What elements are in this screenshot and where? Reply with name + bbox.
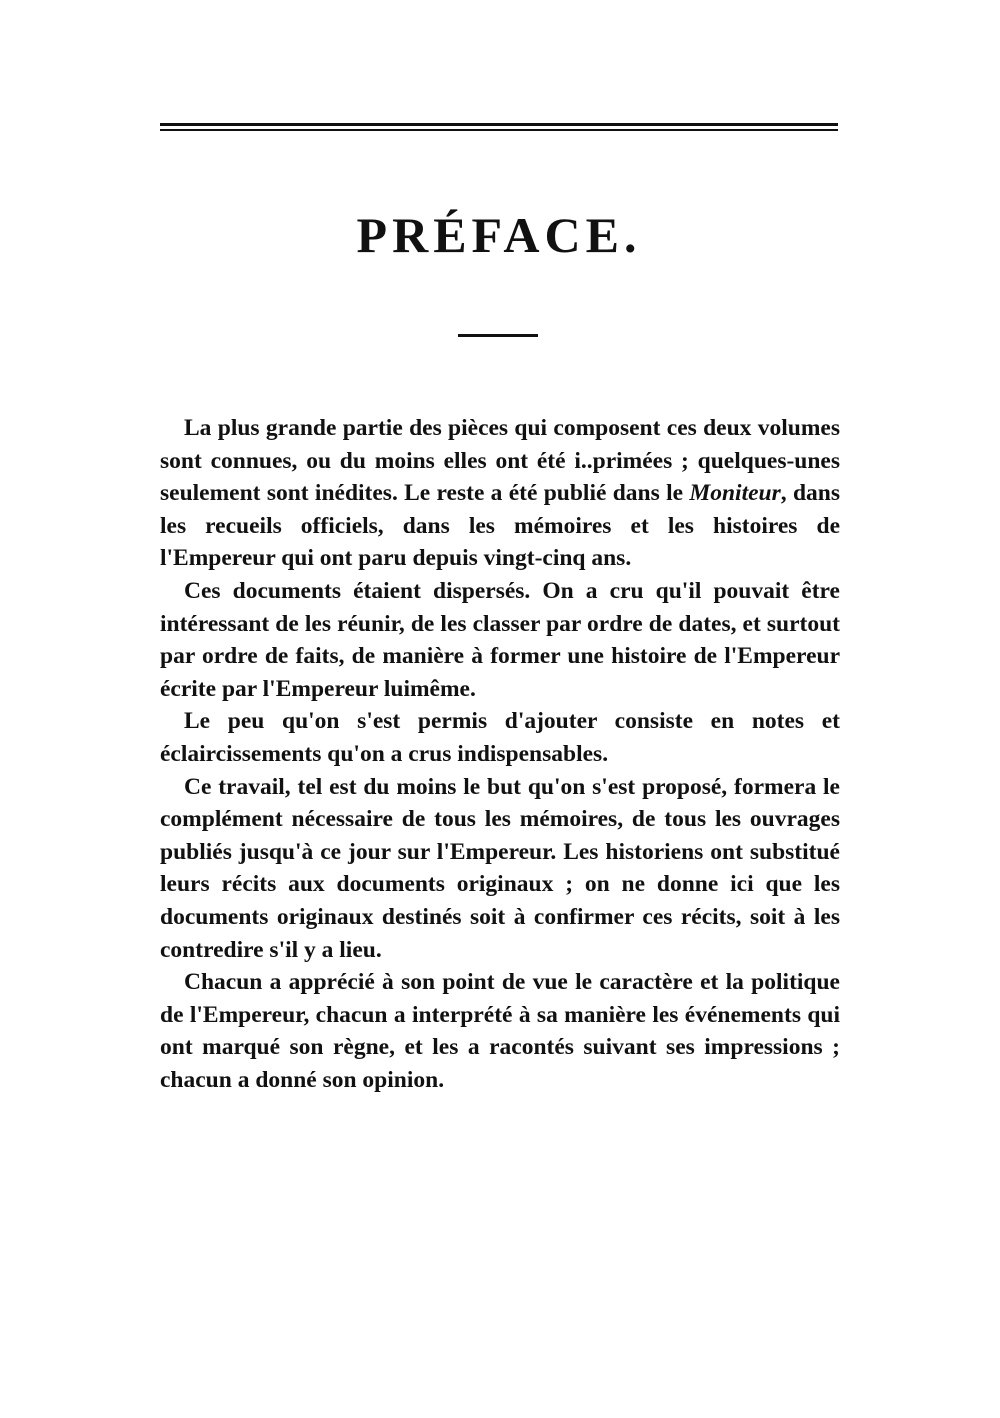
paragraph-1 [160, 412, 840, 575]
page-title: PRÉFACE. [356, 207, 642, 263]
moniteur-italic: Moniteur [689, 480, 781, 507]
preface-body [160, 412, 840, 1096]
top-double-rule [160, 122, 838, 132]
top-rule-thin [160, 129, 838, 131]
paragraph-5: Chacun a apprécié à son point de vue le caractère et la politique de l'Empereur, chacun a interprété à sa manière les événements qui ont marqué son règne, et les a racontés suivant ses impressions ; chacun a donné son opinion. [160, 969, 840, 1093]
paragraph-1-before: La plus grande partie des pièces qui composent ces deux volumes sont connues, ou du moins elles ont été i..primées ; quelques-unes seulement sont inédites. Le reste a été publié dans le [160, 415, 840, 507]
paragraph-4: Ce travail, tel est du moins le but qu'on s'est proposé, formera le complément nécessaire de tous les mémoires, de tous les ouvrages publiés jusqu'à ce jour sur l'Empereur. Les historiens ont substitué leurs récits aux documents originaux ; on ne donne ici que les documents originaux destinés soit à confirmer ces récits, soit à les contredire s'il y a lieu. [160, 773, 840, 963]
paragraph-1-after: , dans les recueils officiels, dans les mémoires et les histoires de l'Empereur qui ont paru depuis vingt-cinq ans. [160, 480, 840, 572]
top-rule-thick [160, 123, 838, 126]
title-separator-rule [458, 334, 538, 337]
paragraph-3: Le peu qu'on s'est permis d'ajouter consiste en notes et éclaircissements qu'on a crus indispensables. [160, 708, 840, 767]
paragraph-2: Ces documents étaient dispersés. On a cru qu'il pouvait être intéressant de les réunir, de les classer par ordre de dates, et surtout par ordre de faits, de manière à former une histoire de l'Empereur écrite par l'Empereur luimême. [160, 577, 840, 702]
